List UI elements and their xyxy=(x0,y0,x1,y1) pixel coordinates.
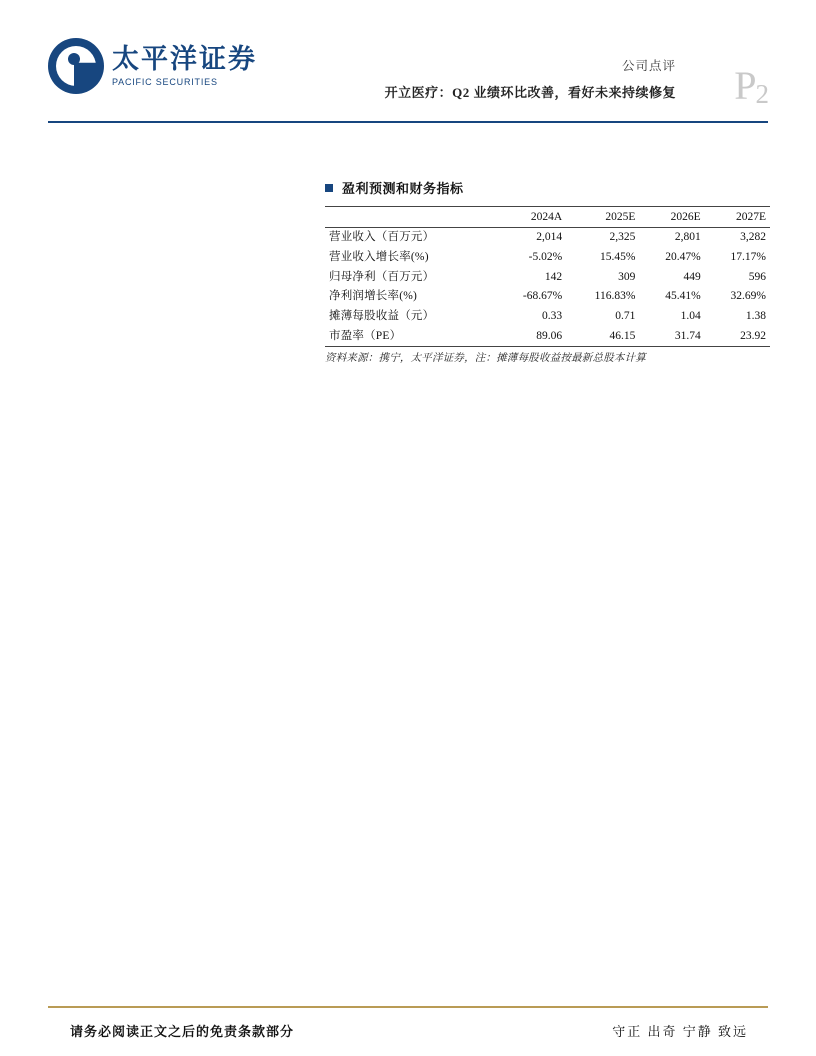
row-label: 净利润增长率(%) xyxy=(329,290,418,303)
cell-value: -5.02% xyxy=(528,250,563,263)
pacific-securities-logo-icon xyxy=(48,38,104,94)
cell-value: 142 xyxy=(544,270,563,283)
row-label: 市盈率（PE） xyxy=(325,326,495,346)
table-row xyxy=(325,247,770,267)
footer-slogan: 守正 出奇 宁静 致远 xyxy=(612,1024,748,1039)
row-label: 摊薄每股收益（元） xyxy=(329,309,435,322)
cell-value: 23.92 xyxy=(705,326,770,346)
cell-value: 17.17% xyxy=(730,250,766,263)
cell-value: 3,282 xyxy=(740,231,766,244)
main-content xyxy=(325,178,770,365)
table-row xyxy=(325,227,770,247)
cell-value: 45.41% xyxy=(665,290,701,303)
logo-text xyxy=(112,45,257,87)
row-label: 归母净利（百万元） xyxy=(329,270,435,283)
cell-value: 46.15 xyxy=(566,326,639,346)
square-bullet-icon xyxy=(325,184,333,192)
cell-value: -68.67% xyxy=(522,290,563,303)
logo-name-en: PACIFIC SECURITIES xyxy=(112,76,218,87)
page-label: P xyxy=(734,63,756,108)
column-header-0 xyxy=(325,207,495,228)
table-header xyxy=(325,207,770,228)
document-type-label: 公司点评 xyxy=(621,59,676,73)
cell-value: 32.69% xyxy=(730,290,766,303)
cell-value: 31.74 xyxy=(639,326,704,346)
section-heading xyxy=(325,178,770,197)
table-body xyxy=(325,227,770,346)
cell-value: 596 xyxy=(748,270,766,283)
row-label: 营业收入增长率(%) xyxy=(329,250,429,263)
cell-value: 15.45% xyxy=(599,250,636,263)
table-source-note: 资料来源：携宁，太平洋证券，注：摊薄每股收益按最新总股本计算 xyxy=(325,352,646,364)
cell-value: 116.83% xyxy=(594,290,636,303)
logo-name-cn: 太平洋证券 xyxy=(112,44,257,75)
footer-disclaimer: 请务必阅读正文之后的免责条款部分 xyxy=(70,1024,295,1039)
cell-value: 1.38 xyxy=(745,309,766,322)
header-divider xyxy=(48,121,768,123)
cell-value: 0.71 xyxy=(615,309,636,322)
cell-value: 89.06 xyxy=(495,326,566,346)
cell-value: 1.04 xyxy=(680,309,701,322)
header-right xyxy=(348,30,768,116)
cell-value: 2,801 xyxy=(674,231,701,244)
row-label: 营业收入（百万元） xyxy=(329,231,435,244)
company-logo xyxy=(48,38,257,94)
cell-value: 2,325 xyxy=(609,231,636,244)
column-header-4: 2027E xyxy=(705,207,770,228)
page-header xyxy=(48,30,768,120)
financial-forecast-table xyxy=(325,206,770,347)
cell-value: 449 xyxy=(683,270,701,283)
page-number-badge xyxy=(734,63,768,109)
cell-value: 2,014 xyxy=(536,231,563,244)
table-header-row xyxy=(325,207,770,228)
section-title: 盈利预测和财务指标 xyxy=(342,181,464,196)
table-row xyxy=(325,306,770,326)
page-number: 2 xyxy=(755,79,768,109)
cell-value: 20.47% xyxy=(665,250,701,263)
column-header-1: 2024A xyxy=(495,207,566,228)
table-row xyxy=(325,267,770,287)
column-header-3: 2026E xyxy=(639,207,704,228)
footer-divider xyxy=(48,1006,768,1008)
table-row xyxy=(325,287,770,307)
table-row xyxy=(325,326,770,346)
document-title: 开立医疗：Q2 业绩环比改善，看好未来持续修复 xyxy=(384,85,676,100)
column-header-2: 2025E xyxy=(566,207,639,228)
cell-value: 0.33 xyxy=(542,309,563,322)
cell-value: 309 xyxy=(618,270,636,283)
